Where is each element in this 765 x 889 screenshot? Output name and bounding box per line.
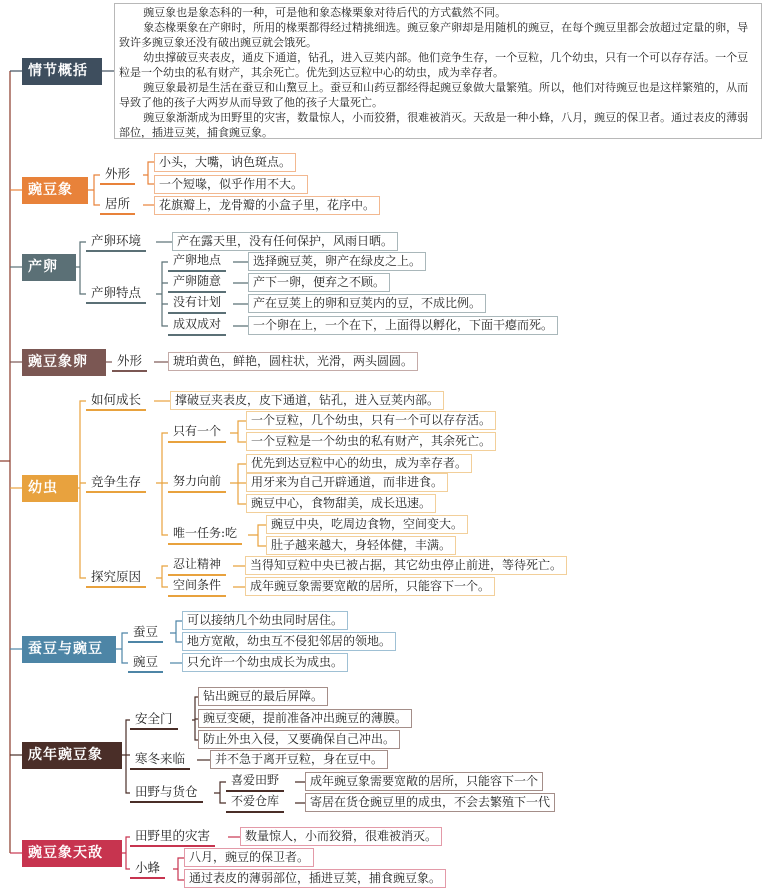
node-compete-survive[interactable]: 竞争生存 xyxy=(86,472,146,493)
branch-pea-weevil[interactable]: 豌豆象 xyxy=(22,177,88,204)
leaf-only-one-2: 一个豆粒是一个幼虫的私有财产，其余死亡。 xyxy=(246,432,496,451)
node-egg-appearance[interactable]: 外形 xyxy=(112,351,147,372)
leaf-how-to-grow: 撑破豆夹表皮，皮下通道，钻孔，进入豆荚内部。 xyxy=(170,391,444,410)
leaf-winter-coming: 并不急于离开豆粒，身在豆中。 xyxy=(210,750,388,769)
leaf-eat-2: 肚子越来越大，身轻体健，丰满。 xyxy=(266,536,456,555)
leaf-eat-1: 豌豆中央，吃周边食物，空间变大。 xyxy=(266,515,468,534)
node-space-condition[interactable]: 空间条件 xyxy=(168,576,226,597)
node-explore-reason[interactable]: 探究原因 xyxy=(86,567,146,588)
leaf-strive-1: 优先到达豆粒中心的幼虫，成为幸存者。 xyxy=(246,454,472,473)
summary-paragraph: 豌豆象最初是生活在蚕豆和山黧豆上。蚕豆和山药豆都经得起豌豆象做大量繁殖。所以，他们对待豌豆也是这样繁殖的，从而导致了他的孩子大两岁从而导致了他的孩子大量死亡。 xyxy=(119,81,749,109)
leaf-safety-3: 防止外虫入侵，又要确保自己冲出。 xyxy=(198,730,400,749)
node-in-pairs[interactable]: 成双成对 xyxy=(168,315,226,336)
leaf-dislike-warehouse: 寄居在货仓豌豆里的成虫，不会去繁殖下一代 xyxy=(305,793,555,812)
node-appearance[interactable]: 外形 xyxy=(100,164,135,185)
leaf-tolerance: 当得知豆粒中央已被占据，其它幼虫停止前进，等待死亡。 xyxy=(245,556,567,575)
leaf-only-one-1: 一个豆粒，几个幼虫，只有一个可以存存活。 xyxy=(246,411,496,430)
leaf-in-pairs: 一个卵在上，一个在下，上面得以孵化，下面干瘪而死。 xyxy=(248,316,558,335)
leaf-egg-appearance: 琥珀黄色，鲜艳，圆柱状，光滑，两头圆圆。 xyxy=(168,352,418,371)
node-how-to-grow[interactable]: 如何成长 xyxy=(86,390,146,411)
branch-plot-summary[interactable]: 情节概括 xyxy=(22,58,102,85)
leaf-small-wasp-1: 八月，豌豆的保卫者。 xyxy=(184,848,314,867)
leaf-broad-bean-2: 地方宽敞，幼虫互不侵犯邻居的领地。 xyxy=(182,632,396,651)
leaf-pea: 只允许一个幼虫成长为成虫。 xyxy=(182,653,348,672)
summary-paragraph: 豌豆象渐渐成为田野里的灾害，数量惊人，小而狡猾，很难被消灭。天敌是一种小蜂，八月，豌豆的保卫者。通过表皮的薄弱部位，插进豆荚，捕食豌豆象。 xyxy=(119,111,749,139)
leaf-appearance-1: 小头，大嘴，讷色斑点。 xyxy=(154,153,296,172)
branch-broadbean-vs-pea[interactable]: 蚕豆与豌豆 xyxy=(22,636,116,663)
leaf-safety-1: 钻出豌豆的最后屏障。 xyxy=(198,687,328,706)
node-broad-bean[interactable]: 蚕豆 xyxy=(128,622,163,643)
branch-natural-enemy[interactable]: 豌豆象天敌 xyxy=(22,840,122,867)
leaf-dwelling: 花旗瓣上，龙骨瓣的小盒子里，花序中。 xyxy=(154,196,380,215)
node-safety-door[interactable]: 安全门 xyxy=(130,709,178,730)
node-laying-environment[interactable]: 产卵环境 xyxy=(86,231,146,252)
leaf-appearance-2: 一个短喙，似乎作用不大。 xyxy=(154,175,308,194)
branch-larva[interactable]: 幼虫 xyxy=(22,475,78,502)
leaf-strive-2: 用牙来为自己开辟通道，而非进食。 xyxy=(246,473,448,492)
leaf-broad-bean-1: 可以接纳几个幼虫同时居住。 xyxy=(182,611,348,630)
leaf-strive-3: 豌豆中心，食物甜美，成长迅速。 xyxy=(246,494,436,513)
node-small-wasp[interactable]: 小蜂 xyxy=(130,858,165,879)
node-dislike-warehouse[interactable]: 不爱仓库 xyxy=(226,792,284,813)
node-no-plan[interactable]: 没有计划 xyxy=(168,293,226,314)
leaf-laying-random: 产下一卵，便弃之不顾。 xyxy=(248,273,390,292)
node-only-one[interactable]: 只有一个 xyxy=(168,422,226,443)
node-laying-features[interactable]: 产卵特点 xyxy=(86,283,146,304)
branch-adult-weevil[interactable]: 成年豌豆象 xyxy=(22,742,122,769)
node-love-field[interactable]: 喜爱田野 xyxy=(226,771,284,792)
leaf-laying-environment: 产在露天里，没有任何保护，风雨日晒。 xyxy=(172,232,398,251)
summary-paragraph: 象态椽栗象在产卵时，所用的椽栗都得经过精挑细选。豌豆象产卵却是用随机的豌豆，在每个豌豆里都会放超过定量的卵，导致许多豌豆象还没有破出豌豆就会饿死。 xyxy=(119,21,749,49)
branch-egg-laying[interactable]: 产卵 xyxy=(22,254,76,281)
leaf-small-wasp-2: 通过表皮的薄弱部位，插进豆荚，捕食豌豆象。 xyxy=(184,869,446,888)
node-winter-coming[interactable]: 寒冬来临 xyxy=(130,749,190,770)
leaf-love-field: 成年豌豆象需要宽敞的居所，只能容下一个 xyxy=(305,772,543,791)
node-laying-place[interactable]: 产卵地点 xyxy=(168,251,226,272)
node-only-task-eat[interactable]: 唯一任务:吃 xyxy=(168,524,242,545)
node-dwelling[interactable]: 居所 xyxy=(100,194,135,215)
node-pea[interactable]: 豌豆 xyxy=(128,652,163,673)
node-laying-random[interactable]: 产卵随意 xyxy=(168,272,226,293)
summary-paragraph: 幼虫撑破豆夹表皮，通皮下通道，钻孔，进入豆荚内部。他们竞争生存，一个豆粒，几个幼虫，只有一个可以存存活。一个豆粒是一个幼虫的私有财产，其余死亡。优先到达豆粒中心的幼虫，成为幸存者。 xyxy=(119,51,749,79)
node-strive-forward[interactable]: 努力向前 xyxy=(168,472,226,493)
branch-weevil-egg[interactable]: 豌豆象卵 xyxy=(22,349,106,376)
node-field-disaster[interactable]: 田野里的灾害 xyxy=(130,826,215,847)
leaf-laying-place: 选择豌豆荚，卵产在绿皮之上。 xyxy=(248,252,426,271)
leaf-safety-2: 豌豆变硬，提前准备冲出豌豆的薄膜。 xyxy=(198,709,412,728)
leaf-field-disaster: 数量惊人，小而狡猾，很难被消灭。 xyxy=(240,827,442,846)
summary-paragraph: 豌豆象也是象态科的一种，可是他和象态椽栗象对待后代的方式截然不同。 xyxy=(143,6,507,19)
leaf-space-condition: 成年豌豆象需要宽敞的居所，只能容下一个。 xyxy=(245,577,495,596)
node-field-and-warehouse[interactable]: 田野与货仓 xyxy=(130,782,203,803)
node-tolerance[interactable]: 忍让精神 xyxy=(168,555,226,576)
leaf-no-plan: 产在豆荚上的卵和豆荚内的豆，不成比例。 xyxy=(248,294,486,313)
summary-textbox xyxy=(114,3,762,139)
